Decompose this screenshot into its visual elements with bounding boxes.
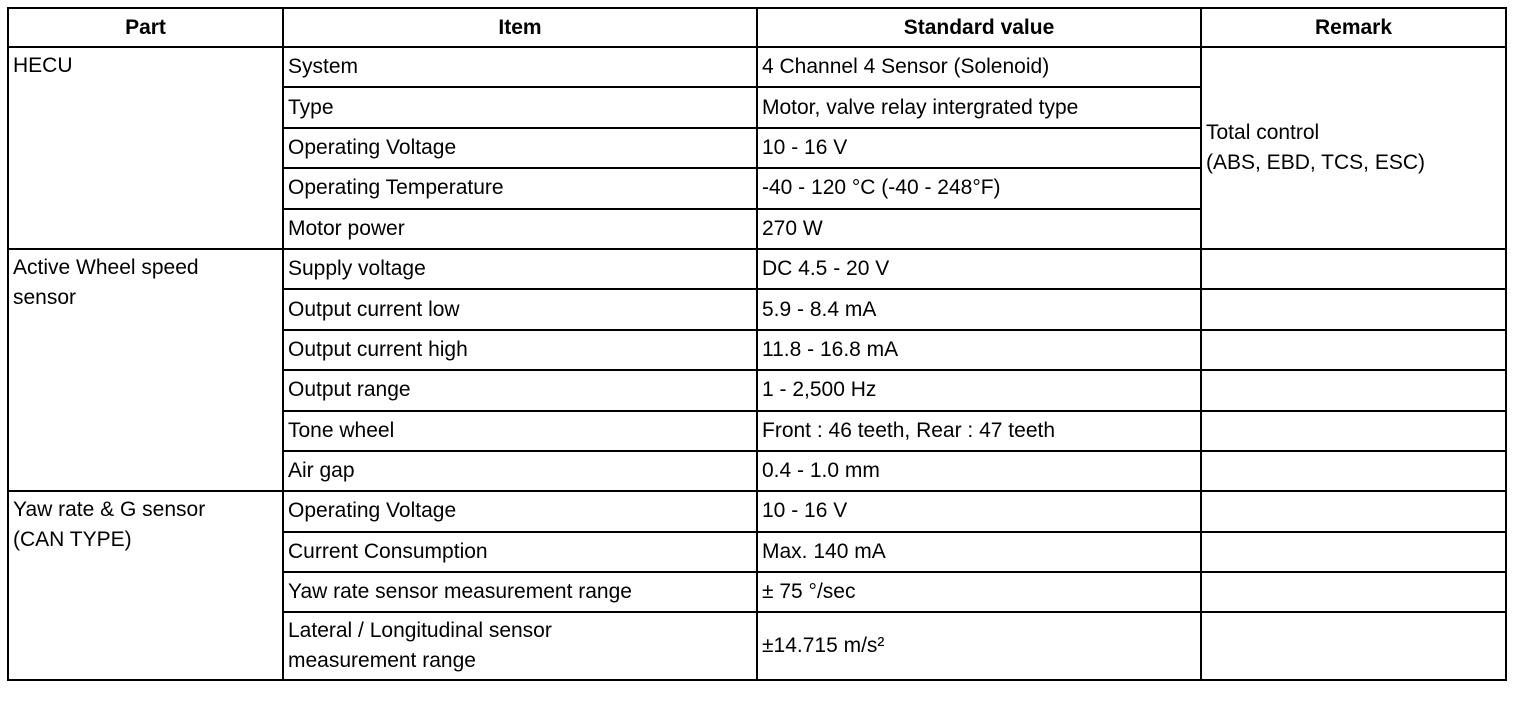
remark-cell xyxy=(1201,330,1506,370)
value-cell: ±14.715 m/s² xyxy=(757,612,1201,680)
spec-table xyxy=(7,7,1507,681)
item-cell: Yaw rate sensor measurement range xyxy=(283,572,757,612)
part-cell-wheel-speed-sensor xyxy=(8,249,283,491)
item-cell: Output range xyxy=(283,370,757,410)
part-label: Yaw rate & G sensor xyxy=(13,498,206,522)
header-row xyxy=(8,8,1506,47)
item-cell: Motor power xyxy=(283,209,757,249)
header-item: Item xyxy=(283,8,757,47)
remark-cell xyxy=(1201,411,1506,451)
item-cell: Type xyxy=(283,87,757,127)
part-label: Active Wheel speed xyxy=(13,255,199,279)
remark-cell xyxy=(1201,249,1506,289)
item-cell xyxy=(283,612,757,680)
remark-cell xyxy=(1201,491,1506,531)
header-remark: Remark xyxy=(1201,8,1506,47)
header-standard-value: Standard value xyxy=(757,8,1201,47)
table-row xyxy=(8,249,1506,289)
item-cell: Operating Temperature xyxy=(283,168,757,208)
value-cell: Max. 140 mA xyxy=(757,532,1201,572)
value-cell: 10 - 16 V xyxy=(757,491,1201,531)
item-cell: Supply voltage xyxy=(283,249,757,289)
table-row xyxy=(8,47,1506,87)
table-row xyxy=(8,491,1506,531)
item-cell: Output current low xyxy=(283,289,757,329)
item-cell: Current Consumption xyxy=(283,532,757,572)
value-cell: DC 4.5 - 20 V xyxy=(757,249,1201,289)
remark-cell xyxy=(1201,532,1506,572)
item-cell: Air gap xyxy=(283,451,757,491)
remark-cell-hecu xyxy=(1201,47,1506,249)
item-cell: Operating Voltage xyxy=(283,128,757,168)
item-cell: Output current high xyxy=(283,330,757,370)
value-cell: 270 W xyxy=(757,209,1201,249)
part-label: (CAN TYPE) xyxy=(13,528,132,552)
remark-cell xyxy=(1201,572,1506,612)
value-cell: 11.8 - 16.8 mA xyxy=(757,330,1201,370)
item-line: Lateral / Longitudinal sensor xyxy=(288,619,552,643)
value-cell: Front : 46 teeth, Rear : 47 teeth xyxy=(757,411,1201,451)
value-cell: 4 Channel 4 Sensor (Solenoid) xyxy=(757,47,1201,87)
value-cell: 10 - 16 V xyxy=(757,128,1201,168)
value-cell: Motor, valve relay intergrated type xyxy=(757,87,1201,127)
part-cell-hecu xyxy=(8,47,283,249)
item-cell: Operating Voltage xyxy=(283,491,757,531)
remark-cell xyxy=(1201,451,1506,491)
item-line: measurement range xyxy=(288,649,476,673)
value-cell: -40 - 120 °C (-40 - 248°F) xyxy=(757,168,1201,208)
value-cell: 0.4 - 1.0 mm xyxy=(757,451,1201,491)
remark-cell xyxy=(1201,370,1506,410)
remark-line: Total control xyxy=(1206,120,1320,144)
remark-line: (ABS, EBD, TCS, ESC) xyxy=(1206,150,1425,174)
value-cell: 5.9 - 8.4 mA xyxy=(757,289,1201,329)
value-cell: 1 - 2,500 Hz xyxy=(757,370,1201,410)
value-cell: ± 75 °/sec xyxy=(757,572,1201,612)
item-cell: Tone wheel xyxy=(283,411,757,451)
part-label: sensor xyxy=(13,285,77,309)
remark-cell xyxy=(1201,289,1506,329)
header-part: Part xyxy=(8,8,283,47)
item-cell: System xyxy=(283,47,757,87)
part-label: HECU xyxy=(13,54,73,77)
part-cell-yaw-rate-sensor xyxy=(8,491,283,680)
remark-cell xyxy=(1201,612,1506,680)
